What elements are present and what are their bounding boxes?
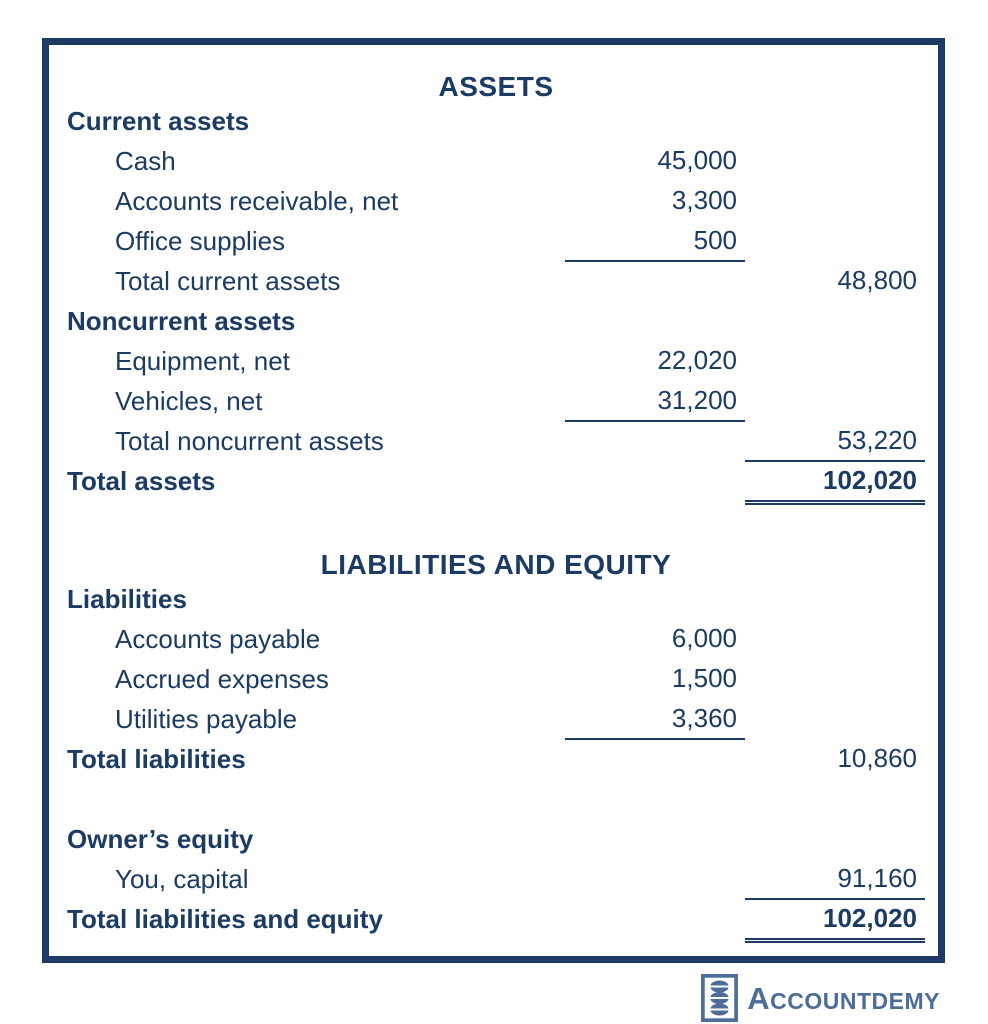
amount-col1: 1,500	[671, 663, 737, 693]
amount-col2: 53,220	[745, 421, 925, 462]
amount-col2	[745, 381, 925, 422]
brand-name: ACCOUNTDEMY	[747, 980, 940, 1016]
row-label: Vehicles, net	[115, 386, 263, 416]
statement-row	[67, 659, 925, 699]
amount-col2	[745, 301, 925, 341]
section-title: ASSETS	[438, 70, 554, 102]
amount-col1: 500	[565, 221, 745, 262]
amount-col2	[745, 579, 925, 619]
row-label: Utilities payable	[115, 704, 298, 734]
amount-col1	[565, 859, 745, 900]
statement-row	[67, 579, 925, 619]
statement-row	[67, 739, 925, 779]
row-label: Noncurrent assets	[67, 306, 296, 336]
amount-col2	[745, 819, 925, 859]
spacer-row	[67, 779, 925, 819]
row-label: Office supplies	[115, 226, 286, 256]
amount-col2: 91,160	[745, 859, 925, 900]
amount-col1	[565, 421, 745, 462]
amount-col1	[565, 819, 745, 859]
statement-row	[67, 421, 925, 461]
row-label: Total current assets	[115, 266, 341, 296]
row-label: Accounts receivable, net	[115, 186, 399, 216]
row-label: Owner’s equity	[67, 824, 254, 854]
statement-row	[67, 381, 925, 421]
statement-row	[67, 101, 925, 141]
row-label: Equipment, net	[115, 346, 290, 376]
amount-col1: 31,200	[565, 381, 745, 422]
row-label: Total noncurrent assets	[115, 426, 384, 456]
statement-row	[67, 619, 925, 659]
abacus-icon	[701, 974, 738, 1022]
balance-sheet-frame	[42, 38, 945, 963]
statement-row	[67, 859, 925, 899]
amount-col2	[745, 141, 925, 181]
statement-body	[49, 45, 938, 956]
row-label: Total liabilities and equity	[67, 904, 383, 934]
row-label: Accounts payable	[115, 624, 321, 654]
amount-col2	[745, 659, 925, 699]
row-label: Liabilities	[67, 584, 187, 614]
statement-row	[67, 221, 925, 261]
row-label: Accrued expenses	[115, 664, 329, 694]
row-label: Total assets	[67, 466, 216, 496]
brand-logo	[701, 974, 940, 1022]
amount-col2	[745, 619, 925, 659]
amount-col1	[565, 101, 745, 141]
amount-col2	[745, 101, 925, 141]
row-label: Cash	[115, 146, 176, 176]
statement-row	[67, 141, 925, 181]
amount-col1	[565, 261, 745, 301]
amount-col1	[565, 301, 745, 341]
amount-col2	[745, 221, 925, 262]
amount-col1: 3,300	[671, 185, 737, 215]
amount-col1: 45,000	[657, 145, 737, 175]
amount-col2: 102,020	[745, 461, 925, 502]
amount-col1: 6,000	[671, 623, 737, 653]
row-label: Total liabilities	[67, 744, 246, 774]
amount-col1	[565, 579, 745, 619]
amount-col2: 10,860	[837, 743, 917, 773]
statement-row	[67, 899, 925, 939]
amount-col1	[565, 739, 745, 779]
row-label: Current assets	[67, 106, 250, 136]
statement-row	[67, 461, 925, 501]
amount-col2	[745, 341, 925, 381]
amount-col1	[565, 899, 745, 940]
amount-col2: 102,020	[745, 899, 925, 940]
statement-row	[67, 699, 925, 739]
amount-col2	[745, 181, 925, 221]
section-title: LIABILITIES AND EQUITY	[320, 548, 672, 580]
statement-row	[67, 181, 925, 221]
statement-row	[67, 341, 925, 381]
statement-row	[67, 819, 925, 859]
statement-row	[67, 261, 925, 301]
amount-col1: 3,360	[565, 699, 745, 740]
row-label: You, capital	[115, 864, 249, 894]
amount-col2: 48,800	[837, 265, 917, 295]
amount-col2	[745, 699, 925, 740]
statement-row	[67, 301, 925, 341]
amount-col1: 22,020	[657, 345, 737, 375]
amount-col1	[565, 461, 745, 502]
